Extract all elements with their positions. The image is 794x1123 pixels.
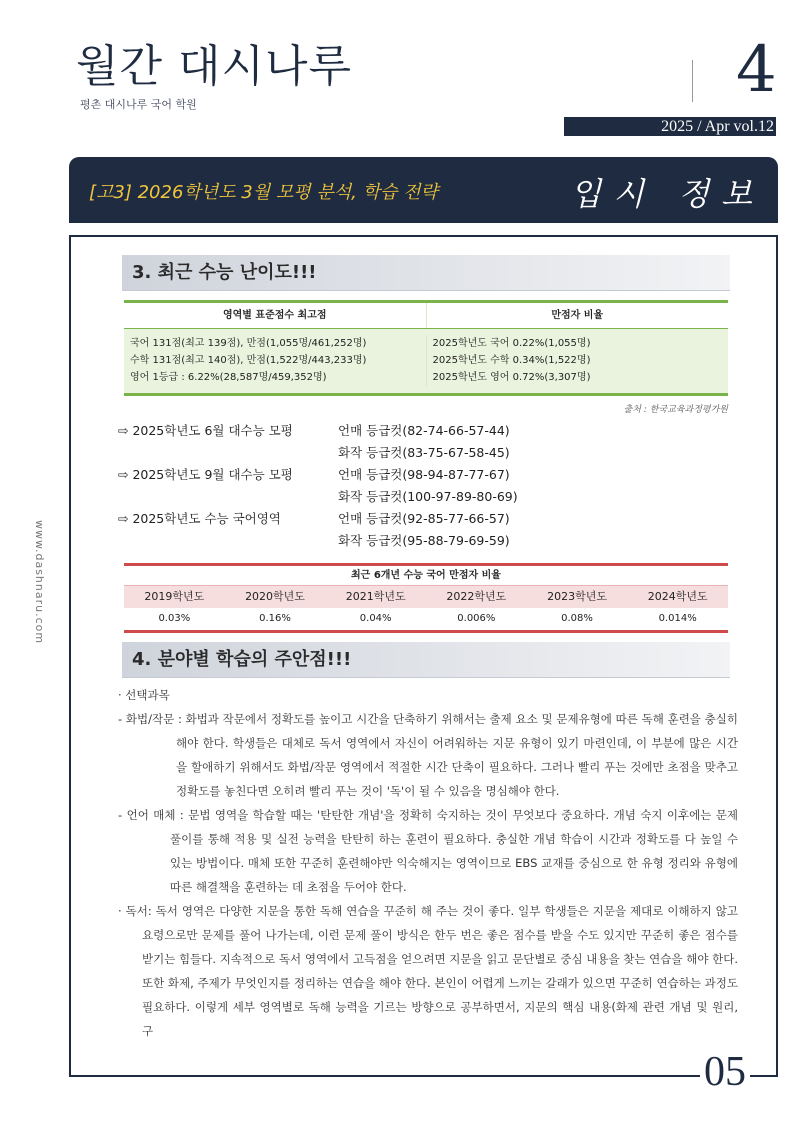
stats-left-row: 국어 131점(최고 139점), 만점(1,055명/461,252명) (130, 338, 367, 349)
article-category: 입시 정보 (570, 175, 764, 213)
date-volume-bar: 2025 / Apr vol.12 (564, 117, 776, 136)
ratio-value-cell: 0.014% (658, 613, 697, 624)
magazine-title: 월간 대시나루 (76, 41, 353, 92)
speech-writing-paragraph: - 화법/작문 : 화법과 작문에서 정확도를 높이고 시간을 단축하기 위해서는 출제 요소 및 문제유형에 따른 독해 훈련을 충실히 해야 한다. 학생들은 대체로 독서 영역에서 자신이 어려워하는 지문 유형이 있기 마련인데, 이 부분에 많은 시간을 할애하기 위해서도 화법/작문 영역에서 적절한 시간 단축이 필요하다. 그러나 빨리 푸는 것에만 초점을 맞추고 정확도를 놓친다면 오히려 빨리 푸는 것이 '독'이 될 수 있음을 명심해야 한다. (118, 712, 738, 798)
article-banner (69, 157, 778, 223)
section-3-heading: 3. 최근 수능 난이도!!! (122, 255, 730, 291)
stats-right-row: 2025학년도 국어 0.22%(1,055명) (432, 338, 591, 349)
ratio-year-cell: 2024학년도 (647, 590, 708, 603)
stats-left-header: 영역별 표준점수 최고점 (124, 303, 427, 328)
issue-divider (692, 60, 693, 102)
ratio-year-cell: 2021학년도 (345, 590, 406, 603)
ratio-value-cell: 0.08% (561, 613, 593, 624)
ratio-year-cell: 2019학년도 (144, 590, 205, 603)
grade-cut-value: 언매 등급컷(98-94-87-77-67) (338, 467, 510, 482)
grade-cut-label: ⇨ 2025학년도 6월 대수능 모평 (118, 423, 293, 438)
perfect-score-ratio-table (124, 563, 728, 633)
language-media-paragraph: - 언어 매체 : 문법 영역을 학습할 때는 '탄탄한 개념'을 정확히 숙지하는 것이 무엇보다 중요하다. 개념 숙지 이후에는 문제 풀이를 통해 적용 및 실전 능력을 탄탄히 하는 훈련이 필요하다. 충실한 개념 학습이 시간과 정확도를 다 높일 수 있는 방법이다. 매체 또한 꾸준히 훈련해야만 익숙해지는 영역이므로 EBS 교재를 중심으로 한 유형 정리와 유형에 따른 해결책을 훈련하는 데 초점을 두어야 한다. (118, 808, 738, 894)
ratio-years-row (124, 586, 728, 608)
ratio-value-cell: 0.006% (457, 613, 496, 624)
elective-subjects-intro: · 선택과목 (118, 688, 170, 702)
stats-right-header: 만점자 비율 (551, 310, 604, 321)
section-4-heading: 4. 분야별 학습의 주안점!!! (122, 642, 730, 678)
grade-cut-value: 화작 등급컷(83-75-67-58-45) (338, 445, 510, 460)
study-points-body (118, 683, 738, 1043)
ratio-value-cell: 0.04% (359, 613, 392, 624)
stats-table-header (124, 303, 728, 329)
grade-cut-label: ⇨ 2025학년도 9월 대수능 모평 (118, 467, 293, 482)
issue-number: 4 (736, 33, 777, 107)
ratio-table-caption: 최근 6개년 수능 국어 만점자 비율 (124, 566, 728, 586)
ratio-year-cell: 2022학년도 (446, 590, 507, 603)
magazine-subtitle: 평촌 대시나루 국어 학원 (80, 98, 197, 111)
side-website-url: www.dashnaru.com (33, 520, 46, 645)
grade-cut-label: ⇨ 2025학년도 수능 국어영역 (118, 511, 281, 526)
data-source-note: 출처 : 한국교육과정평가원 (623, 405, 728, 415)
grade-cut-value: 화작 등급컷(95-88-79-69-59) (338, 533, 510, 548)
grade-cut-value: 언매 등급컷(92-85-77-66-57) (338, 511, 510, 526)
stats-right-column (427, 335, 729, 386)
grade-cut-value: 언매 등급컷(82-74-66-57-44) (338, 423, 510, 438)
ratio-year-cell: 2020학년도 (245, 590, 305, 603)
reading-paragraph: · 독서: 독서 영역은 다양한 지문을 통한 독해 연습을 꾸준히 해 주는 것이 좋다. 일부 학생들은 지문을 제대로 이해하지 않고 요령으로만 문제를 풀어 나가는데, 이런 문제 풀이 방식은 한두 번은 좋은 점수를 받을 수도 있지만 꾸준히 좋은 점수를 받기는 힘들다. 지속적으로 독서 영역에서 고득점을 얻으려면 지문을 읽고 문단별로 중심 내용을 찾는 연습을 해야 한다. 또한 화제, 주제가 무엇인지를 정리하는 연습을 해야 한다. 본인이 어렵게 느끼는 갈래가 있으면 꾸준히 연습하는 과정도 필요하다. 이렇게 세부 영역별로 독해 능력을 기르는 방향으로 공부하면서, 지문의 핵심 내용(화제 관련 개념 및 원리, 구 (118, 904, 738, 1038)
stats-left-row: 수학 131점(최고 140점), 만점(1,522명/443,233명) (130, 355, 367, 366)
stats-table-body (124, 329, 728, 393)
page-number: 05 (700, 1050, 750, 1094)
ratio-value-cell: 0.03% (158, 613, 191, 624)
stats-right-row: 2025학년도 수학 0.34%(1,522명) (432, 355, 591, 366)
stats-left-column (124, 335, 427, 386)
grade-cut-value: 화작 등급컷(100-97-89-80-69) (338, 489, 518, 504)
standard-score-table (124, 300, 728, 396)
ratio-year-cell: 2023학년도 (547, 590, 607, 603)
article-title: [고3] 2026학년도 3월 모평 분석, 학습 전략 (89, 182, 438, 203)
stats-left-row: 영어 1등급 : 6.22%(28,587명/459,352명) (130, 372, 327, 383)
ratio-values-row (124, 608, 728, 630)
ratio-value-cell: 0.16% (259, 613, 291, 624)
stats-right-row: 2025학년도 영어 0.72%(3,307명) (432, 372, 591, 383)
